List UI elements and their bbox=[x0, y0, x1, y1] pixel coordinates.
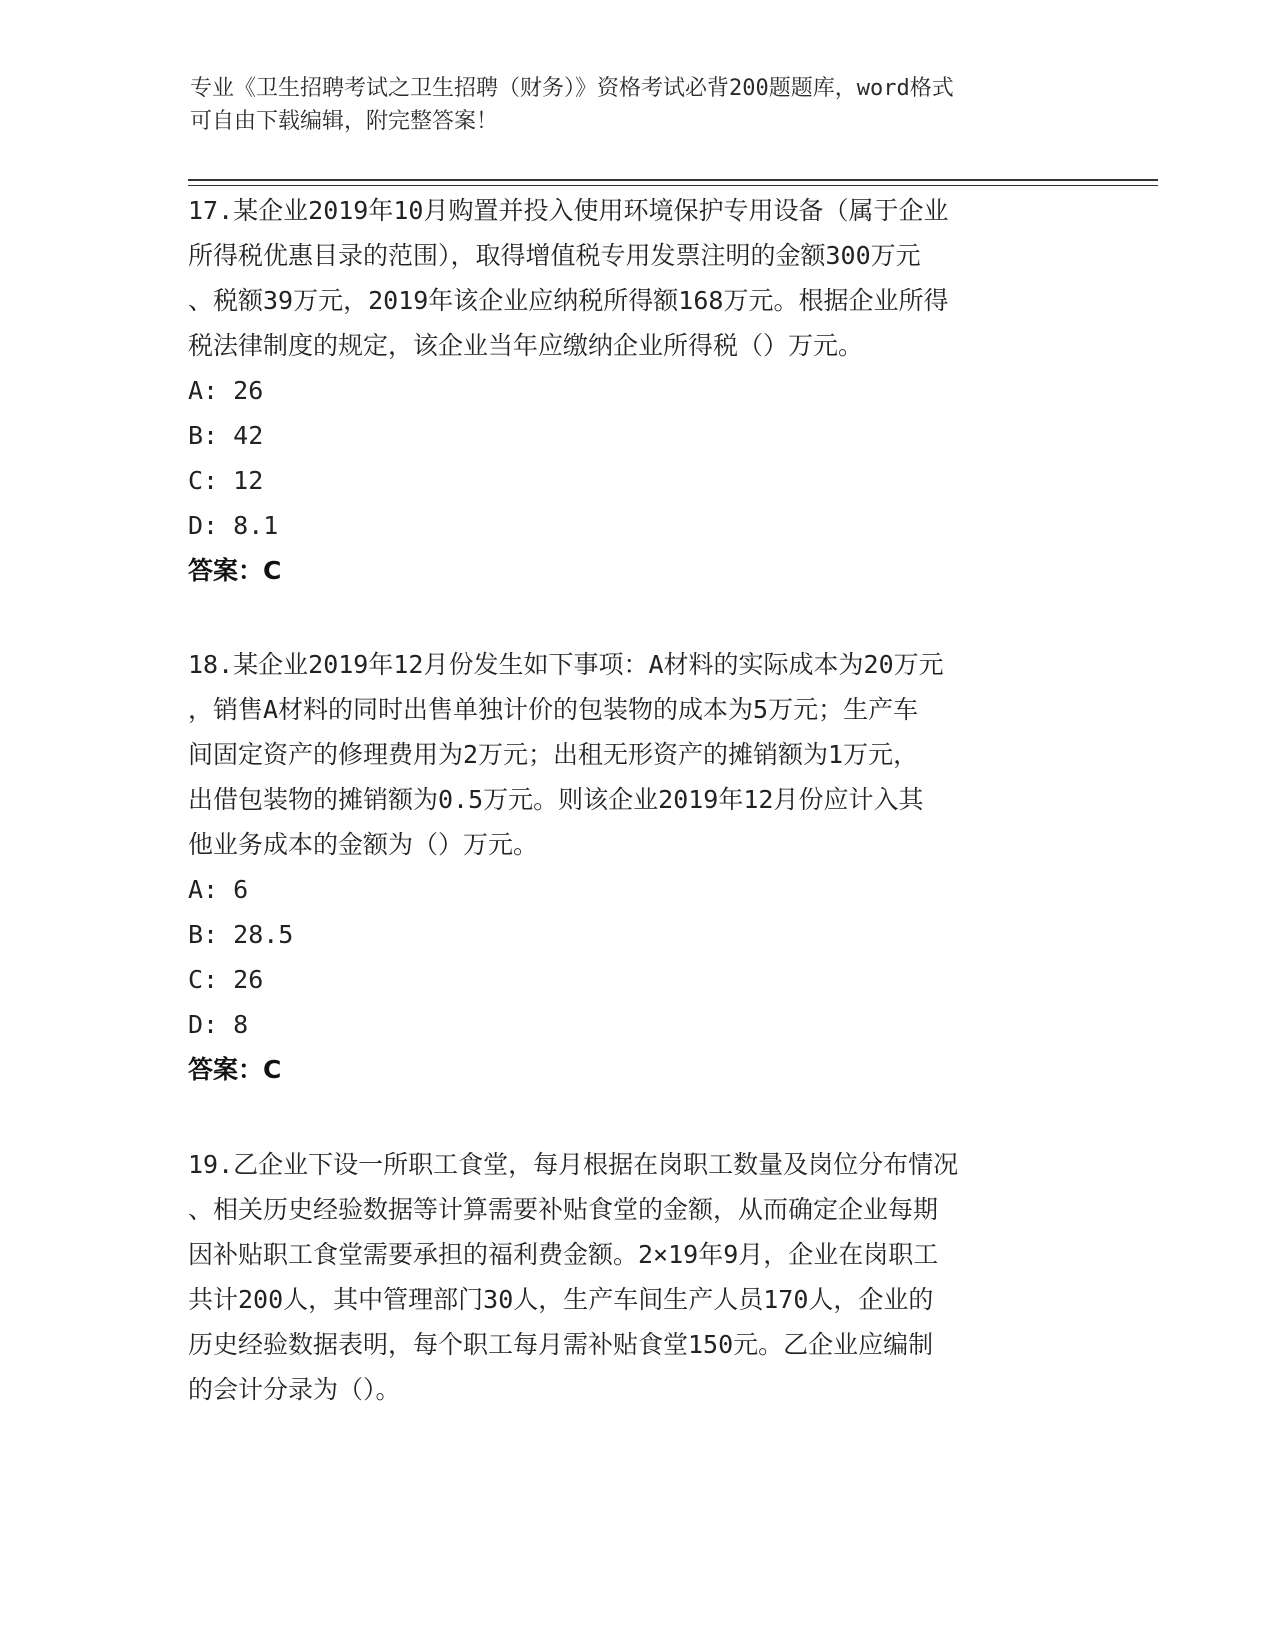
question-stem-line: 因补贴职工食堂需要承担的福利费金额。2×19年9月，企业在岗职工 bbox=[188, 1240, 939, 1269]
question-17 bbox=[188, 188, 1088, 593]
question-stem-line: 所得税优惠目录的范围），取得增值税专用发票注明的金额300万元 bbox=[188, 241, 921, 270]
question-stem-line: 间固定资产的修理费用为2万元；出租无形资产的摊销额为1万元， bbox=[188, 740, 919, 769]
option-c: C: 12 bbox=[188, 466, 264, 495]
option-d: D: 8.1 bbox=[188, 511, 279, 540]
question-stem-line: 18.某企业2019年12月份发生如下事项：A材料的实际成本为20万元 bbox=[188, 650, 944, 679]
question-stem-line: 他业务成本的金额为（）万元。 bbox=[188, 830, 539, 859]
question-stem-line: 17.某企业2019年10月购置并投入使用环境保护专用设备（属于企业 bbox=[188, 196, 949, 225]
option-c: C: 26 bbox=[188, 965, 264, 994]
header-divider-thin bbox=[188, 185, 1158, 186]
question-stem-line: 、相关历史经验数据等计算需要补贴食堂的金额，从而确定企业每期 bbox=[188, 1195, 939, 1224]
option-a: A: 6 bbox=[188, 875, 249, 904]
answer-label: 答案：C bbox=[188, 556, 282, 585]
option-b: B: 42 bbox=[188, 421, 264, 450]
option-b: B: 28.5 bbox=[188, 920, 294, 949]
question-18 bbox=[188, 642, 1088, 1092]
question-stem-line: 的会计分录为（）。 bbox=[188, 1375, 401, 1404]
question-stem-line: ，销售A材料的同时出售单独计价的包装物的成本为5万元；生产车 bbox=[188, 695, 919, 724]
question-19 bbox=[188, 1142, 1088, 1412]
question-stem-line: 19.乙企业下设一所职工食堂，每月根据在岗职工数量及岗位分布情况 bbox=[188, 1150, 959, 1179]
header-line-1: 专业《卫生招聘考试之卫生招聘（财务）》资格考试必背200题题库，word格式 bbox=[190, 76, 954, 101]
option-a: A: 26 bbox=[188, 376, 264, 405]
question-stem-line: 历史经验数据表明，每个职工每月需补贴食堂150元。乙企业应编制 bbox=[188, 1330, 934, 1359]
question-stem-line: 共计200人，其中管理部门30人，生产车间生产人员170人，企业的 bbox=[188, 1285, 934, 1314]
header-line-2: 可自由下载编辑，附完整答案！ bbox=[190, 109, 499, 134]
question-stem-line: 、税额39万元，2019年该企业应纳税所得额168万元。根据企业所得 bbox=[188, 286, 949, 315]
document-header bbox=[190, 72, 1070, 138]
header-divider-thick bbox=[188, 179, 1158, 181]
option-d: D: 8 bbox=[188, 1010, 249, 1039]
answer-label: 答案：C bbox=[188, 1055, 282, 1084]
question-stem-line: 出借包装物的摊销额为0.5万元。则该企业2019年12月份应计入其 bbox=[188, 785, 924, 814]
question-stem-line: 税法律制度的规定，该企业当年应缴纳企业所得税（）万元。 bbox=[188, 331, 864, 360]
